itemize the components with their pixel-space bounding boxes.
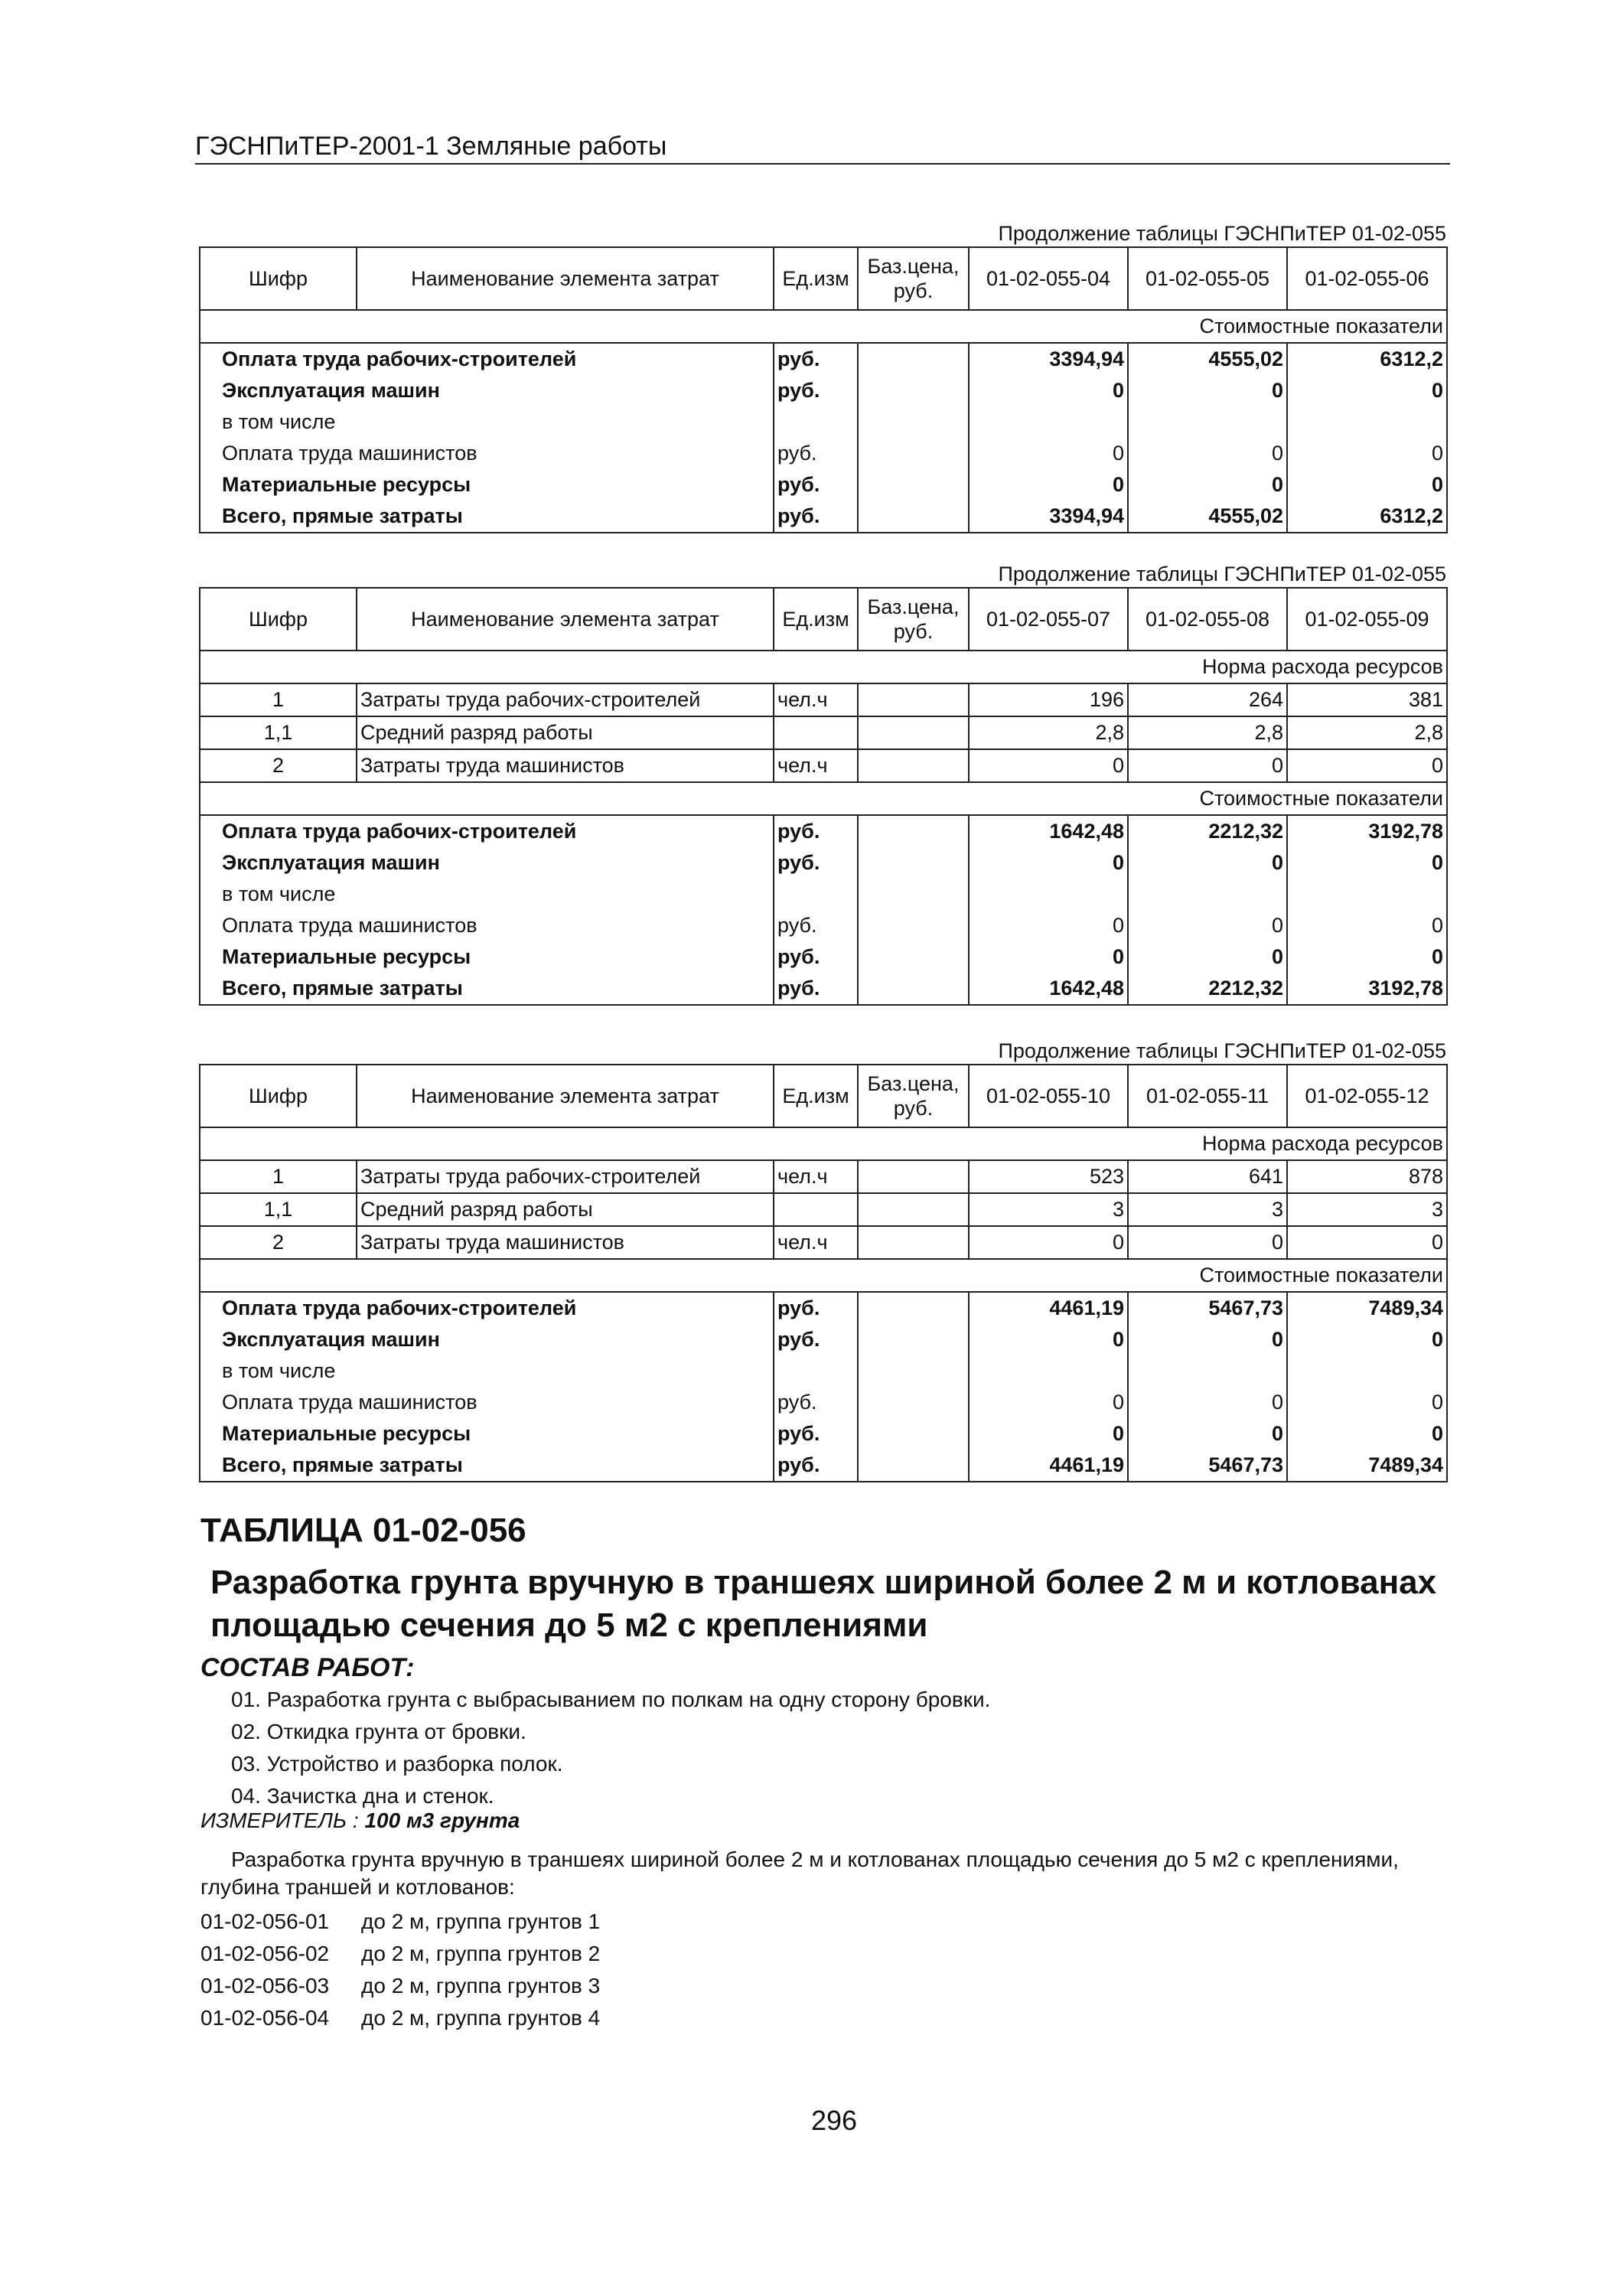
measurer-value: 100 м3 грунта (364, 1808, 520, 1832)
cost-name: Материальные ресурсы (200, 469, 774, 501)
code-text: до 2 м, группа грунтов 2 (361, 1942, 601, 1965)
code-row (200, 1906, 600, 1938)
table-header-row (200, 588, 1447, 651)
cost-unit (774, 1355, 858, 1387)
row-unit (774, 1193, 858, 1226)
cost-value (1287, 879, 1447, 910)
cost-value: 7489,34 (1287, 1292, 1447, 1324)
cost-unit (774, 406, 858, 438)
table-continuation-caption: Продолжение таблицы ГЭСНПиТЕР 01-02-055 (998, 563, 1446, 585)
cost-unit: руб. (774, 941, 858, 973)
cost-base-price (858, 910, 969, 941)
cost-value (969, 406, 1128, 438)
cost-label: Стоимостные показатели (200, 310, 1447, 343)
cost-label: Стоимостные показатели (200, 782, 1447, 815)
cost-unit: руб. (774, 910, 858, 941)
cost-row (200, 1324, 1447, 1355)
cost-value: 1642,48 (969, 815, 1128, 847)
table-header-row (200, 247, 1447, 310)
cost-row (200, 1418, 1447, 1450)
cost-value: 7489,34 (1287, 1450, 1447, 1482)
row-value: 264 (1128, 683, 1287, 716)
cost-value: 0 (1128, 847, 1287, 879)
column-header: 01-02-055-09 (1287, 588, 1447, 651)
row-code: 1 (200, 1160, 357, 1193)
cost-row (200, 815, 1447, 847)
row-base-price (858, 1226, 969, 1259)
cost-value: 0 (1128, 1387, 1287, 1418)
cost-base-price (858, 815, 969, 847)
cost-value: 0 (969, 847, 1128, 879)
row-value: 878 (1287, 1160, 1447, 1193)
row-value: 3 (969, 1193, 1128, 1226)
cost-base-price (858, 375, 969, 406)
cost-name: в том числе (200, 879, 774, 910)
cost-value: 3192,78 (1287, 973, 1447, 1005)
code: 01-02-056-02 (200, 1942, 330, 1965)
column-header: 01-02-055-11 (1128, 1065, 1287, 1127)
cost-name: Оплата труда рабочих-строителей (200, 1292, 774, 1324)
cost-name: в том числе (200, 406, 774, 438)
cost-unit: руб. (774, 1387, 858, 1418)
cost-base-price (858, 501, 969, 533)
norm-row (200, 749, 1447, 782)
cost-value (1128, 406, 1287, 438)
cost-base-price (858, 1355, 969, 1387)
row-base-price (858, 683, 969, 716)
cost-value: 3394,94 (969, 343, 1128, 375)
cost-value: 0 (1128, 1324, 1287, 1355)
norm-label: Норма расхода ресурсов (200, 651, 1447, 683)
cost-name: Эксплуатация машин (200, 1324, 774, 1355)
table-header-row (200, 1065, 1447, 1127)
cost-row (200, 941, 1447, 973)
table-title: Разработка грунта вручную в траншеях шириной более 2 м и котлованах площадью сечения до 5 м2 с креплениями (210, 1564, 1437, 1644)
work-list (231, 1684, 990, 1812)
cost-value: 0 (1287, 469, 1447, 501)
page-number: 296 (811, 2105, 858, 2136)
cost-value: 0 (969, 1324, 1128, 1355)
cost-value: 2212,32 (1128, 815, 1287, 847)
row-value: 0 (969, 1226, 1128, 1259)
cost-value: 0 (1128, 375, 1287, 406)
cost-value: 0 (1128, 1418, 1287, 1450)
table-continuation-caption: Продолжение таблицы ГЭСНПиТЕР 01-02-055 (998, 1039, 1446, 1062)
cost-value (1287, 406, 1447, 438)
norm-label: Норма расхода ресурсов (200, 1127, 1447, 1160)
cost-value: 0 (969, 1387, 1128, 1418)
column-header: 01-02-055-07 (969, 588, 1128, 651)
work-item: 04. Зачистка дна и стенок. (231, 1784, 494, 1808)
cost-base-price (858, 469, 969, 501)
work-item: 02. Откидка грунта от бровки. (231, 1720, 526, 1743)
cost-name: Эксплуатация машин (200, 375, 774, 406)
row-base-price (858, 716, 969, 749)
cost-value (1128, 1355, 1287, 1387)
cost-row (200, 438, 1447, 469)
cost-name: Оплата труда машинистов (200, 910, 774, 941)
cost-value (1287, 1355, 1447, 1387)
row-base-price (858, 1160, 969, 1193)
cost-value: 0 (969, 469, 1128, 501)
cost-base-price (858, 1418, 969, 1450)
row-value: 3 (1128, 1193, 1287, 1226)
row-base-price (858, 1193, 969, 1226)
cost-value: 0 (1128, 910, 1287, 941)
cost-base-price (858, 406, 969, 438)
code-text: до 2 м, группа грунтов 1 (361, 1910, 601, 1933)
row-code: 1,1 (200, 1193, 357, 1226)
row-code: 2 (200, 749, 357, 782)
row-unit: чел.ч (774, 683, 858, 716)
running-header: ГЭСНПиТЕР-2001-1 Земляные работы (195, 132, 1450, 165)
cost-unit: руб. (774, 343, 858, 375)
row-value: 3 (1287, 1193, 1447, 1226)
cost-name: Всего, прямые затраты (200, 501, 774, 533)
cost-name: Всего, прямые затраты (200, 973, 774, 1005)
row-value: 2,8 (1128, 716, 1287, 749)
cost-label-row (200, 310, 1447, 343)
cost-name: Всего, прямые затраты (200, 1450, 774, 1482)
column-header: Ед.изм (774, 247, 858, 310)
column-header: 01-02-055-06 (1287, 247, 1447, 310)
code: 01-02-056-01 (200, 1910, 330, 1933)
cost-name: Эксплуатация машин (200, 847, 774, 879)
row-name: Затраты труда машинистов (357, 1226, 774, 1259)
column-header: 01-02-055-05 (1128, 247, 1287, 310)
row-code: 1,1 (200, 716, 357, 749)
cost-base-price (858, 1292, 969, 1324)
column-header: 01-02-055-12 (1287, 1065, 1447, 1127)
row-unit: чел.ч (774, 1226, 858, 1259)
cost-value: 0 (1287, 1387, 1447, 1418)
row-base-price (858, 749, 969, 782)
row-name: Средний разряд работы (357, 1193, 774, 1226)
row-name: Средний разряд работы (357, 716, 774, 749)
cost-unit: руб. (774, 1292, 858, 1324)
column-header: Баз.цена, руб. (858, 1065, 969, 1127)
cost-row (200, 1292, 1447, 1324)
row-name: Затраты труда рабочих-строителей (357, 1160, 774, 1193)
row-value: 2,8 (1287, 716, 1447, 749)
cost-unit: руб. (774, 847, 858, 879)
code-row (200, 1970, 600, 2002)
measurer (200, 1808, 520, 1833)
cost-value: 0 (969, 438, 1128, 469)
cost-name: Оплата труда машинистов (200, 1387, 774, 1418)
table-continuation-caption: Продолжение таблицы ГЭСНПиТЕР 01-02-055 (998, 222, 1446, 245)
cost-base-price (858, 438, 969, 469)
cost-name: Оплата труда рабочих-строителей (200, 343, 774, 375)
resource-table (199, 1064, 1448, 1482)
cost-value: 0 (1287, 910, 1447, 941)
column-header: Ед.изм (774, 588, 858, 651)
row-value: 523 (969, 1160, 1128, 1193)
cost-row (200, 343, 1447, 375)
composition-heading: СОСТАВ РАБОТ: (200, 1653, 415, 1682)
cost-value: 1642,48 (969, 973, 1128, 1005)
cost-value: 0 (1287, 941, 1447, 973)
cost-name: в том числе (200, 1355, 774, 1387)
column-header: Наименование элемента затрат (357, 588, 774, 651)
cost-unit: руб. (774, 973, 858, 1005)
cost-value: 6312,2 (1287, 343, 1447, 375)
cost-row (200, 1450, 1447, 1482)
cost-value: 0 (1287, 1418, 1447, 1450)
norm-row (200, 1160, 1447, 1193)
cost-value: 0 (969, 375, 1128, 406)
code: 01-02-056-03 (200, 1974, 330, 1998)
cost-row (200, 973, 1447, 1005)
cost-row (200, 469, 1447, 501)
norm-row (200, 716, 1447, 749)
row-value: 641 (1128, 1160, 1287, 1193)
norm-row (200, 1193, 1447, 1226)
code-list (200, 1906, 600, 2034)
cost-value: 0 (1287, 1324, 1447, 1355)
cost-name: Материальные ресурсы (200, 1418, 774, 1450)
cost-base-price (858, 1450, 969, 1482)
cost-unit: руб. (774, 815, 858, 847)
description: Разработка грунта вручную в траншеях шириной более 2 м и котлованах площадью сечения до 5 м2 с креплениями, глубина траншей и котлованов: (200, 1848, 1399, 1899)
row-value: 196 (969, 683, 1128, 716)
cost-row (200, 1387, 1447, 1418)
norm-label-row (200, 1127, 1447, 1160)
row-code: 1 (200, 683, 357, 716)
cost-value: 4461,19 (969, 1450, 1128, 1482)
cost-row (200, 910, 1447, 941)
table-number-heading: ТАБЛИЦА 01-02-056 (200, 1512, 526, 1549)
column-header: Наименование элемента затрат (357, 1065, 774, 1127)
row-unit (774, 716, 858, 749)
row-name: Затраты труда машинистов (357, 749, 774, 782)
column-header: 01-02-055-08 (1128, 588, 1287, 651)
row-value: 0 (1287, 1226, 1447, 1259)
cost-value: 4555,02 (1128, 501, 1287, 533)
cost-value: 2212,32 (1128, 973, 1287, 1005)
row-value: 0 (1128, 749, 1287, 782)
cost-base-price (858, 343, 969, 375)
code-row (200, 1938, 600, 1970)
row-value: 381 (1287, 683, 1447, 716)
row-value: 0 (1128, 1226, 1287, 1259)
row-value: 0 (969, 749, 1128, 782)
cost-unit: руб. (774, 1450, 858, 1482)
cost-value: 0 (969, 1418, 1128, 1450)
work-item: 01. Разработка грунта с выбрасыванием по полкам на одну сторону бровки. (231, 1688, 991, 1711)
cost-label-row (200, 782, 1447, 815)
cost-value (969, 1355, 1128, 1387)
resource-table (199, 246, 1448, 533)
cost-base-price (858, 973, 969, 1005)
cost-label-row (200, 1259, 1447, 1292)
cost-unit: руб. (774, 438, 858, 469)
cost-name: Материальные ресурсы (200, 941, 774, 973)
cost-value: 0 (1128, 941, 1287, 973)
cost-value: 0 (969, 941, 1128, 973)
cost-value: 3394,94 (969, 501, 1128, 533)
cost-name: Оплата труда рабочих-строителей (200, 815, 774, 847)
cost-row (200, 1355, 1447, 1387)
row-unit: чел.ч (774, 749, 858, 782)
column-header: Ед.изм (774, 1065, 858, 1127)
cost-row (200, 879, 1447, 910)
cost-base-price (858, 1387, 969, 1418)
cost-row (200, 406, 1447, 438)
measurer-label: ИЗМЕРИТЕЛЬ : (200, 1808, 359, 1832)
cost-value: 5467,73 (1128, 1450, 1287, 1482)
code-text: до 2 м, группа грунтов 3 (361, 1974, 601, 1998)
cost-unit: руб. (774, 1324, 858, 1355)
column-header: Баз.цена, руб. (858, 588, 969, 651)
cost-value: 0 (1287, 375, 1447, 406)
code: 01-02-056-04 (200, 2006, 330, 2030)
cost-value: 0 (1287, 438, 1447, 469)
cost-name: Оплата труда машинистов (200, 438, 774, 469)
cost-label: Стоимостные показатели (200, 1259, 1447, 1292)
cost-value: 0 (1128, 469, 1287, 501)
cost-row (200, 501, 1447, 533)
column-header: 01-02-055-10 (969, 1065, 1128, 1127)
cost-value: 4555,02 (1128, 343, 1287, 375)
cost-unit (774, 879, 858, 910)
code-row (200, 2002, 600, 2034)
cost-unit: руб. (774, 501, 858, 533)
row-unit: чел.ч (774, 1160, 858, 1193)
norm-label-row (200, 651, 1447, 683)
cost-unit: руб. (774, 375, 858, 406)
column-header: Шифр (200, 1065, 357, 1127)
cost-base-price (858, 847, 969, 879)
cost-value: 5467,73 (1128, 1292, 1287, 1324)
cost-value (1128, 879, 1287, 910)
column-header: Баз.цена, руб. (858, 247, 969, 310)
column-header: Шифр (200, 588, 357, 651)
cost-unit: руб. (774, 1418, 858, 1450)
cost-base-price (858, 879, 969, 910)
resource-table (199, 587, 1448, 1006)
column-header: 01-02-055-04 (969, 247, 1128, 310)
cost-value (969, 879, 1128, 910)
row-code: 2 (200, 1226, 357, 1259)
work-item: 03. Устройство и разборка полок. (231, 1752, 563, 1776)
cost-row (200, 847, 1447, 879)
row-value: 0 (1287, 749, 1447, 782)
cost-base-price (858, 941, 969, 973)
norm-row (200, 683, 1447, 716)
cost-unit: руб. (774, 469, 858, 501)
row-name: Затраты труда рабочих-строителей (357, 683, 774, 716)
norm-row (200, 1226, 1447, 1259)
cost-value: 0 (1287, 847, 1447, 879)
cost-row (200, 375, 1447, 406)
row-value: 2,8 (969, 716, 1128, 749)
cost-value: 0 (969, 910, 1128, 941)
column-header: Наименование элемента затрат (357, 247, 774, 310)
cost-value: 3192,78 (1287, 815, 1447, 847)
code-text: до 2 м, группа грунтов 4 (361, 2006, 601, 2030)
cost-value: 0 (1128, 438, 1287, 469)
cost-value: 4461,19 (969, 1292, 1128, 1324)
column-header: Шифр (200, 247, 357, 310)
cost-base-price (858, 1324, 969, 1355)
cost-value: 6312,2 (1287, 501, 1447, 533)
